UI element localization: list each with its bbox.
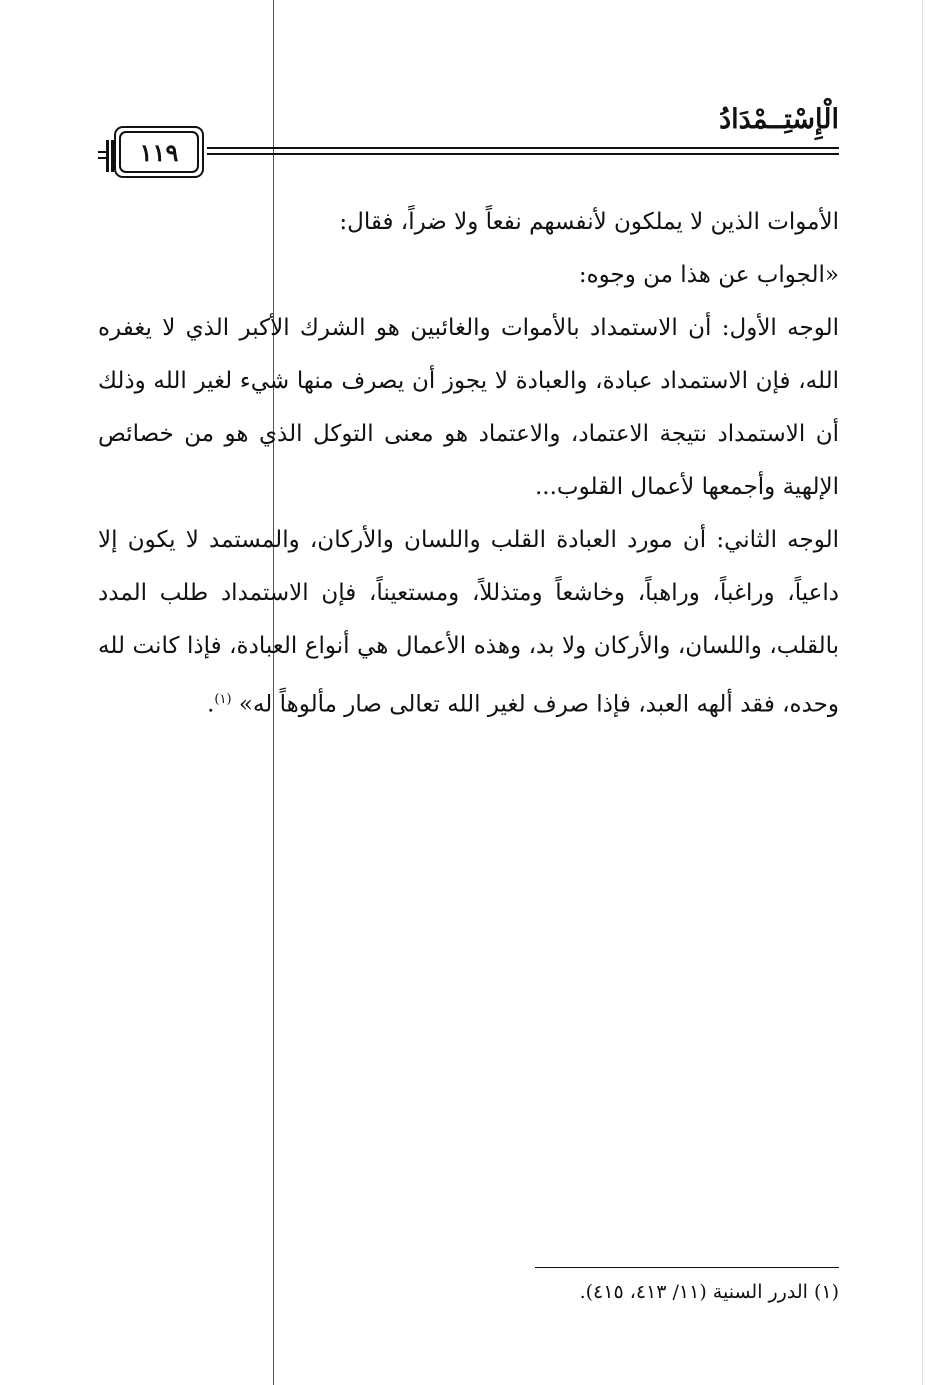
page-number: ١١٩ [119, 131, 199, 173]
second-aspect-text: الوجه الثاني: أن مورد العبادة القلب واللسان والأركان، والمستمد لا يكون إلا داعياً، وراغباً، وراهباً، وخاشعاً ومتذللاً، ومستعيناً، فإن الاستمداد طلب المدد بالقلب، واللسان، والأركان ولا بد، وهذه الأعمال هي أنواع العبادة، فإذا كانت لله وحده، فقد ألهه العبد، فإذا صرف لغير الله تعالى صار مألوهاً له» [98, 527, 839, 718]
paragraph-answer-heading: «الجواب عن هذا من وجوه: [578, 262, 839, 288]
main-text [98, 196, 839, 732]
paragraph-first-aspect: الوجه الأول: أن الاستمداد بالأموات والغائبين هو الشرك الأكبر الذي لا يغفره الله، فإن الاستمداد عبادة، والعبادة لا يجوز أن يصرف منها شيء لغير الله وذلك أن الاستمداد نتيجة الاعتماد، والاعتماد هو معنى التوكل الذي هو من خصائص الإلهية وأجمعها لأعمال القلوب... [98, 315, 839, 500]
running-title: الْإِسْتِــمْدَادُ [719, 104, 839, 135]
header-rule-top [207, 147, 839, 149]
page-number-frame [114, 126, 204, 178]
header-bracket-bar [106, 140, 109, 172]
footnote-separator [535, 1267, 839, 1268]
page-edge-line [922, 0, 923, 1385]
header-dash-top [98, 151, 106, 153]
paragraph-second-aspect [98, 514, 839, 732]
end-period: . [207, 691, 215, 718]
header-dash-bottom [98, 157, 106, 159]
footnote-text: (١) الدرر السنية (١١/ ٤١٣، ٤١٥). [579, 1281, 839, 1303]
header-rule-bottom [207, 153, 839, 155]
footnote-marker: (١) [214, 692, 232, 707]
paragraph-intro: الأموات الذين لا يملكون لأنفسهم نفعاً ولا ضراً، فقال: [339, 209, 839, 235]
